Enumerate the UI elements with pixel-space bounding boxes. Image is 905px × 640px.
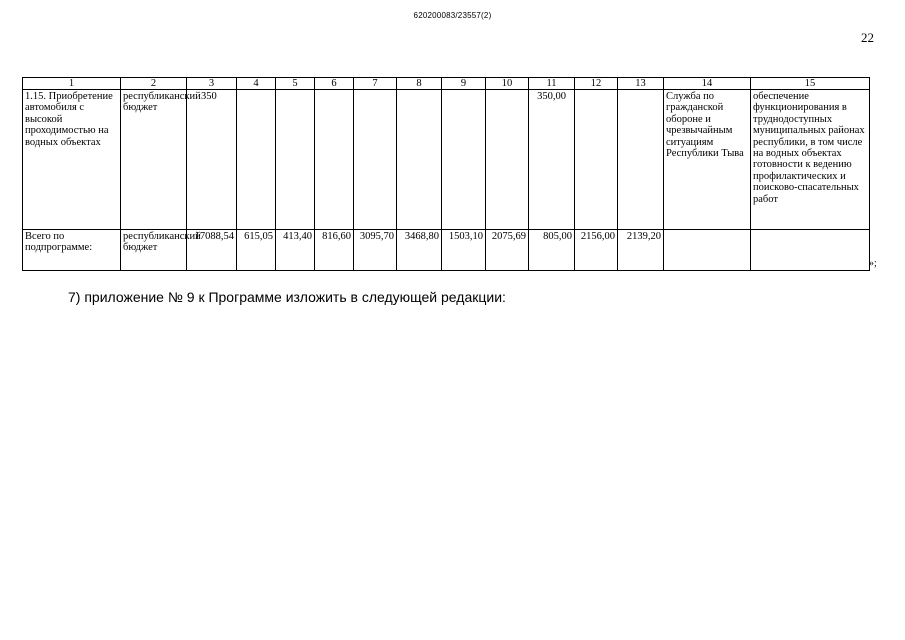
year-cell: 1503,10 — [442, 230, 486, 271]
closing-quote-mark: »; — [869, 258, 877, 269]
column-header: 6 — [315, 78, 354, 90]
year-cell: 3468,80 — [397, 230, 442, 271]
column-header: 3 — [187, 78, 237, 90]
executor-cell: Служба по гражданской обороне и чрезвычайным ситуациям Республики Тыва — [664, 90, 751, 230]
document-id: 620200083/23557(2) — [413, 11, 492, 20]
year-cell — [618, 90, 664, 230]
executor-cell — [664, 230, 751, 271]
year-cell: 816,60 — [315, 230, 354, 271]
column-header: 5 — [276, 78, 315, 90]
column-header: 2 — [121, 78, 187, 90]
year-cell: 413,40 — [276, 230, 315, 271]
column-header: 1 — [23, 78, 121, 90]
column-header: 12 — [575, 78, 618, 90]
funding-source-cell: республиканский бюджет — [121, 90, 187, 230]
total-label-cell: Всего по подпрограмме: — [23, 230, 121, 271]
year-cell: 2075,69 — [486, 230, 529, 271]
amendment-instruction: 7) приложение № 9 к Программе изложить в следующей редакции: — [68, 289, 506, 305]
year-cell — [276, 90, 315, 230]
column-header: 15 — [751, 78, 870, 90]
year-cell — [397, 90, 442, 230]
column-header: 4 — [237, 78, 276, 90]
total-cell: 17088,54 — [187, 230, 237, 271]
year-cell — [315, 90, 354, 230]
year-cell: 615,05 — [237, 230, 276, 271]
year-cell — [442, 90, 486, 230]
table-row — [23, 90, 870, 230]
total-cell: 350 — [187, 90, 237, 230]
page-number: 22 — [861, 30, 874, 45]
column-header: 13 — [618, 78, 664, 90]
year-cell — [575, 90, 618, 230]
year-cell: 805,00 — [529, 230, 575, 271]
year-cell: 2139,20 — [618, 230, 664, 271]
funding-source-cell: республиканский бюджет — [121, 230, 187, 271]
year-cell: 350,00 — [529, 90, 575, 230]
column-header: 11 — [529, 78, 575, 90]
table-row — [23, 230, 870, 271]
year-cell — [486, 90, 529, 230]
column-header: 7 — [354, 78, 397, 90]
result-cell: обеспечение функционирования в труднодоступных муниципальных районах республики, в том числе на водных объектах готовности к ведению профилактических и поисково-спасательных работ — [751, 90, 870, 230]
year-cell: 2156,00 — [575, 230, 618, 271]
result-cell — [751, 230, 870, 271]
year-cell — [237, 90, 276, 230]
column-header: 9 — [442, 78, 486, 90]
column-header: 14 — [664, 78, 751, 90]
table-header-row — [23, 78, 870, 90]
program-table — [22, 77, 870, 271]
item-name-cell: 1.15. Приобретение автомобиля с высокой проходимостью на водных объектах — [23, 90, 121, 230]
year-cell — [354, 90, 397, 230]
column-header: 10 — [486, 78, 529, 90]
year-cell: 3095,70 — [354, 230, 397, 271]
column-header: 8 — [397, 78, 442, 90]
